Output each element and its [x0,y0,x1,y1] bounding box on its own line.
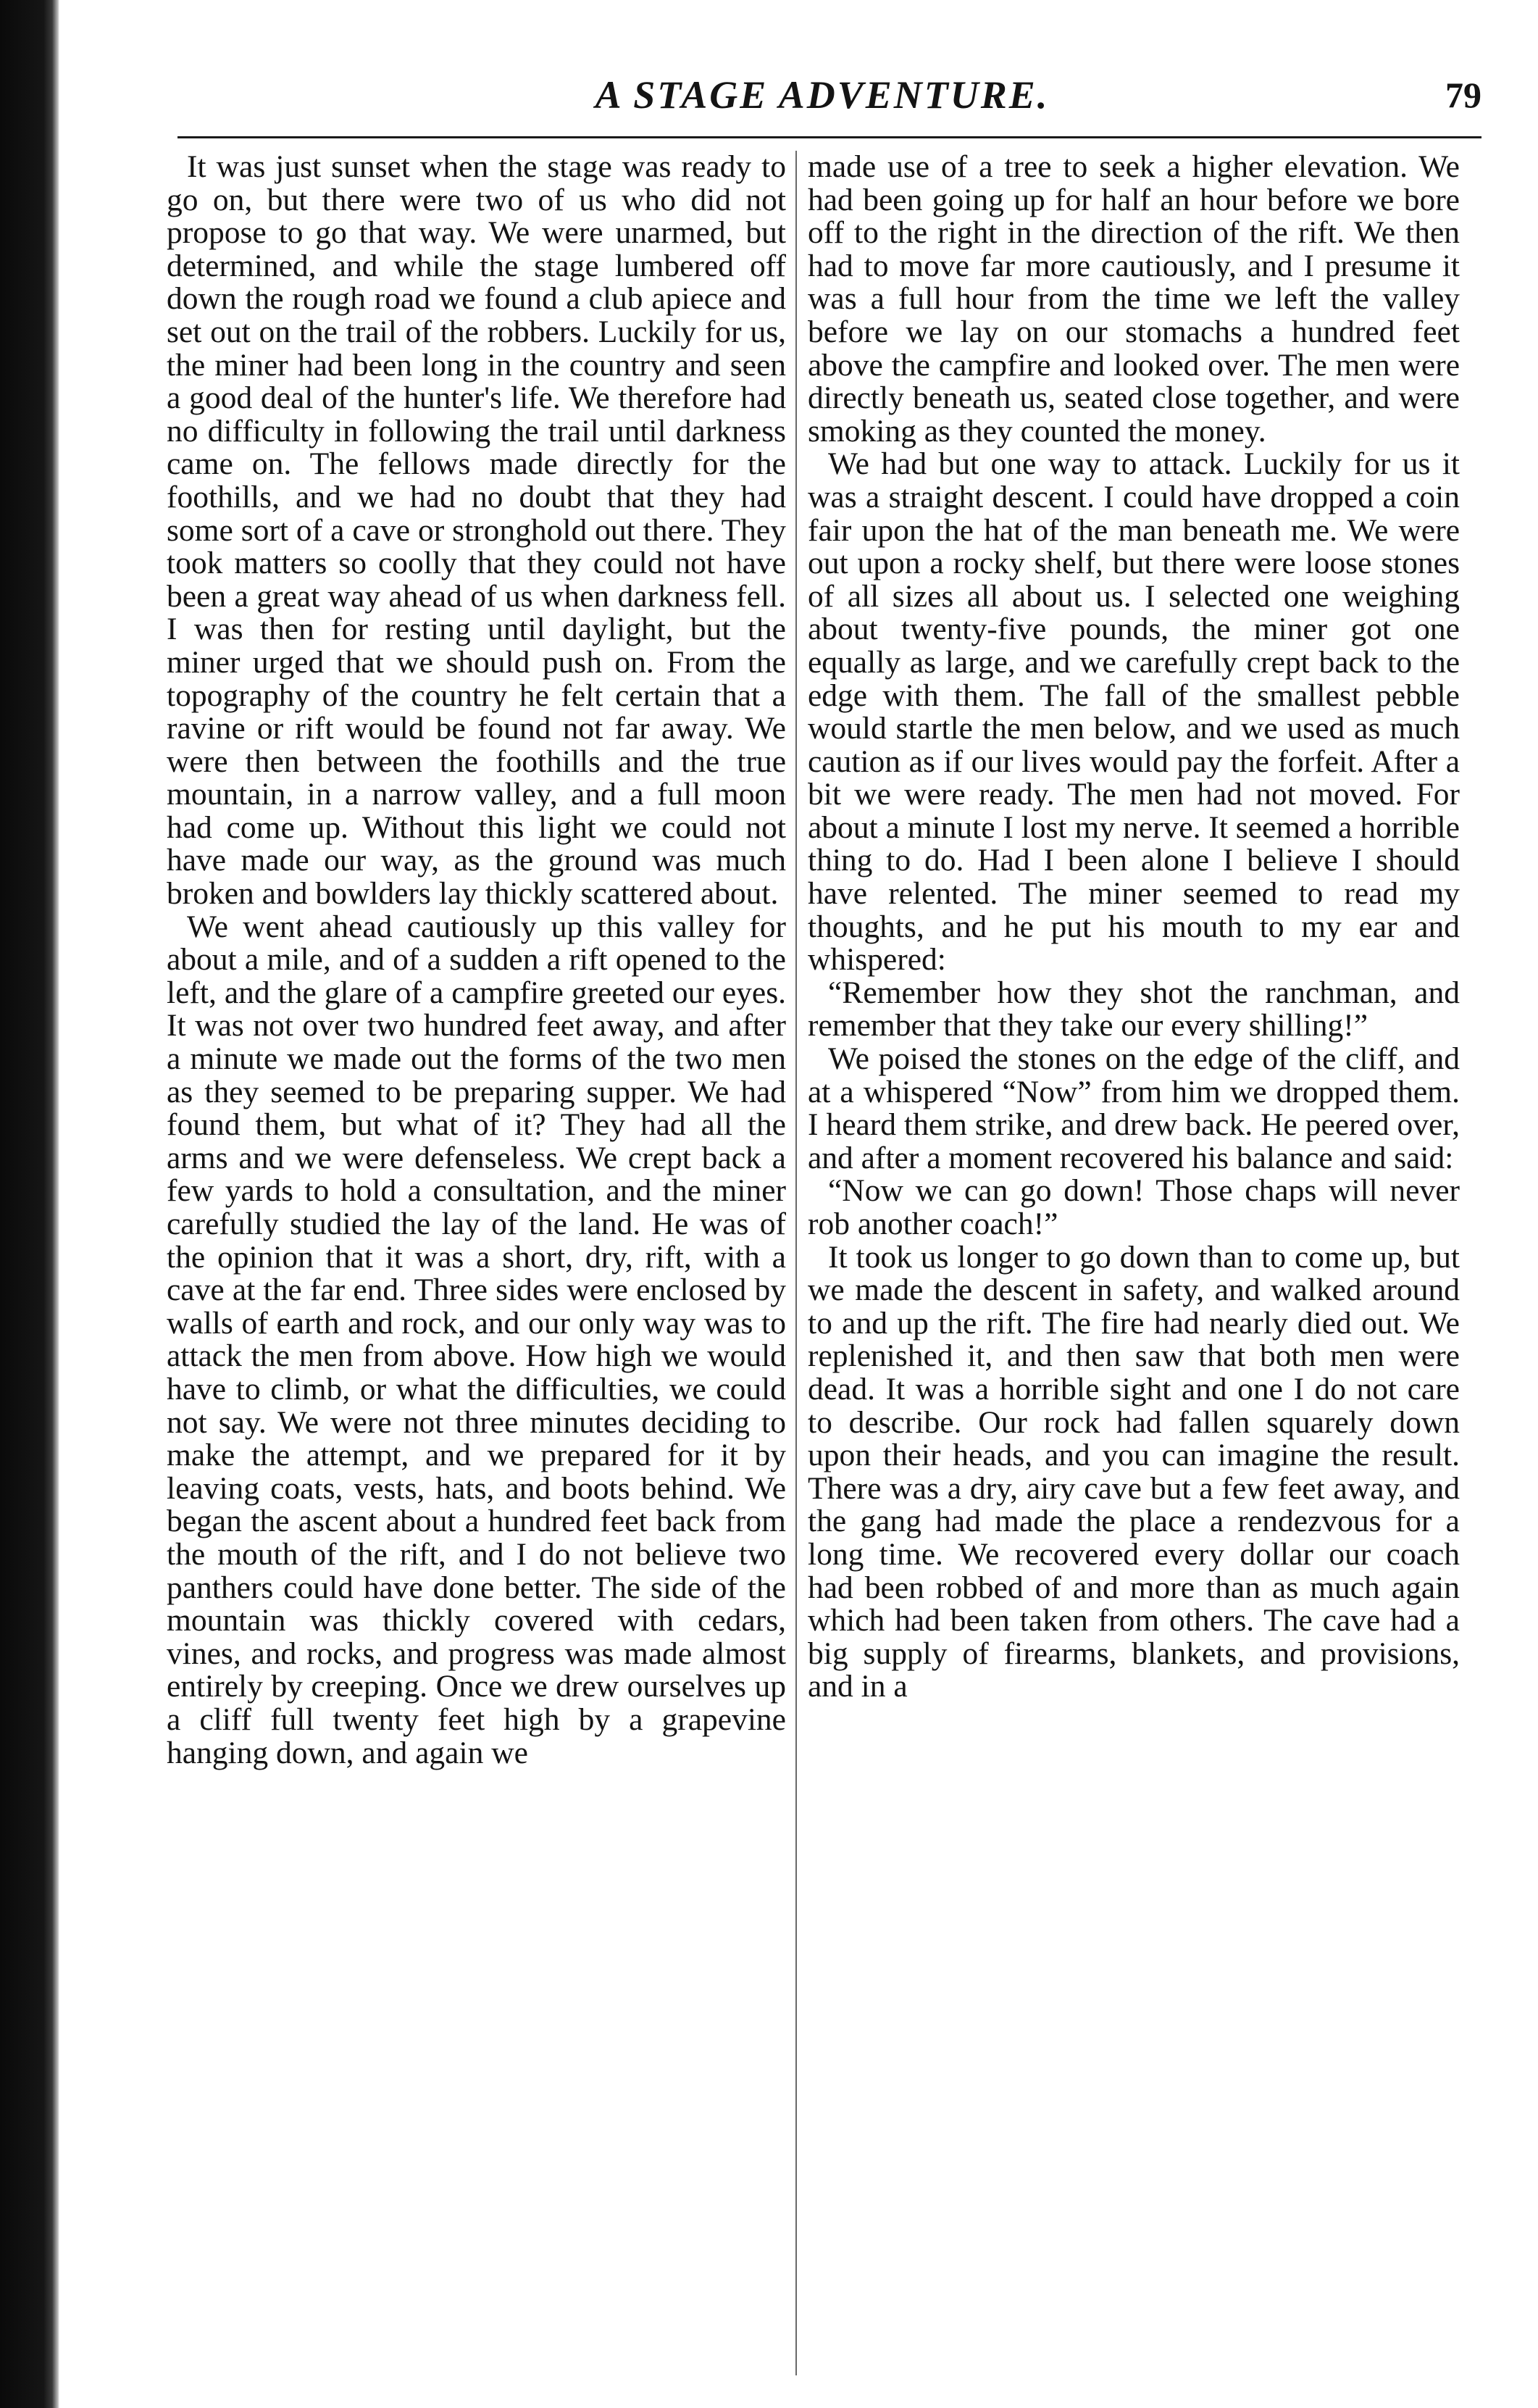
running-title: A STAGE ADVENTURE. [595,73,1050,117]
column-divider [795,151,797,2375]
header-rule [177,136,1481,138]
paragraph-continuation: made use of a tree to seek a higher elevation. We had been going up for half an hour before we bore off to the right in the direction of the rift. We then had to move far more cautiously, and I presume it was a full hour from the time we left the valley before we lay on our stomachs a hundred feet above the campfire and looked over. The men were directly beneath us, seated close together, and were smoking as they counted the money. [808,151,1460,449]
left-column [167,151,786,2390]
scanned-page-spine-shadow [0,0,59,2408]
page-number: 79 [1445,75,1481,115]
paragraph: We had but one way to attack. Luckily for us it was a straight descent. I could have dropped a coin fair upon the hat of the man beneath me. We were out upon a rocky shelf, but there were loose stones of all sizes all about us. I selected one weighing about twenty-five pounds, the miner got one equally as large, and we carefully crept back to the edge with them. The fall of the smallest pebble would startle the men below, and we used as much caution as if our lives would pay the forfeit. After a bit we were ready. The men had not moved. For about a minute I lost my nerve. It seemed a horrible thing to do. Had I been alone I believe I should have relented. The miner seemed to read my thoughts, and he put his mouth to my ear and whispered: [808,446,1460,978]
paragraph: “Now we can go down! Those chaps will never rob another coach!” [808,1173,1460,1241]
paragraph: It was just sunset when the stage was ready to go on, but there were two of us who did not propose to go that way. We were unarmed, but determined, and while the stage lumbered off down the rough road we found a club apiece and set out on the trail of the robbers. Luckily for us, the miner had been long in the country and seen a good deal of the hunter's life. We therefore had no difficulty in following the trail until darkness came on. The fellows made directly for the foothills, and we had no doubt that they had some sort of a cave or stronghold out there. They took matters so coolly that they could not have been a great way ahead of us when darkness fell. I was then for resting until daylight, but the miner urged that we should push on. From the topography of the country he felt certain that a ravine or rift would be found not far away. We were then between the foothills and the true mountain, in a narrow valley, and a full moon had come up. Without this light we could not have made our way, as the ground was much broken and bowlders lay thickly scattered about. [167,151,786,912]
paragraph: We went ahead cautiously up this valley for about a mile, and of a sudden a rift opened to the left, and the glare of a campfire greeted our eyes. It was not over two hundred feet away, and after a minute we made out the forms of the two men as they seemed to be preparing supper. We had found them, but what of it? They had all the arms and we were defenseless. We crept back a few yards to hold a consultation, and the miner carefully studied the lay of the land. He was of the opinion that it was a short, dry, rift, with a cave at the far end. Three sides were enclosed by walls of earth and rock, and our only way was to attack the men from above. How high we would have to climb, or what the difficulties, we could not say. We were not three minutes deciding to make the attempt, and we prepared for it by leaving coats, vests, hats, and boots behind. We began the ascent about a hundred feet back from the mouth of the rift, and I do not believe two panthers could have done better. The side of the mountain was thickly covered with cedars, vines, and rocks, and progress was made almost entirely by creeping. Once we drew ourselves up a cliff full twenty feet high by a grapevine hanging down, and again we [167,909,786,1770]
right-column [808,151,1460,2390]
paragraph: “Remember how they shot the ranchman, and remember that they take our every shilling!” [808,975,1460,1043]
paragraph: It took us longer to go down than to come up, but we made the descent in safety, and walked around to and up the rift. The fire had nearly died out. We replenished it, and then saw that both men were dead. It was a horrible sight and one I do not care to describe. Our rock had fallen squarely down upon their heads, and you can imagine the result. There was a dry, airy cave but a few feet away, and the gang had made the place a rendezvous for a long time. We recovered every dollar our coach had been robbed of and more than as much again which had been taken from others. The cave had a big supply of firearms, blankets, and provisions, and in a [808,1239,1460,1704]
paragraph: We poised the stones on the edge of the cliff, and at a whispered “Now” from him we dropped them. I heard them strike, and drew back. He peered over, and after a moment recovered his balance and said: [808,1041,1460,1175]
page-header [167,72,1481,130]
